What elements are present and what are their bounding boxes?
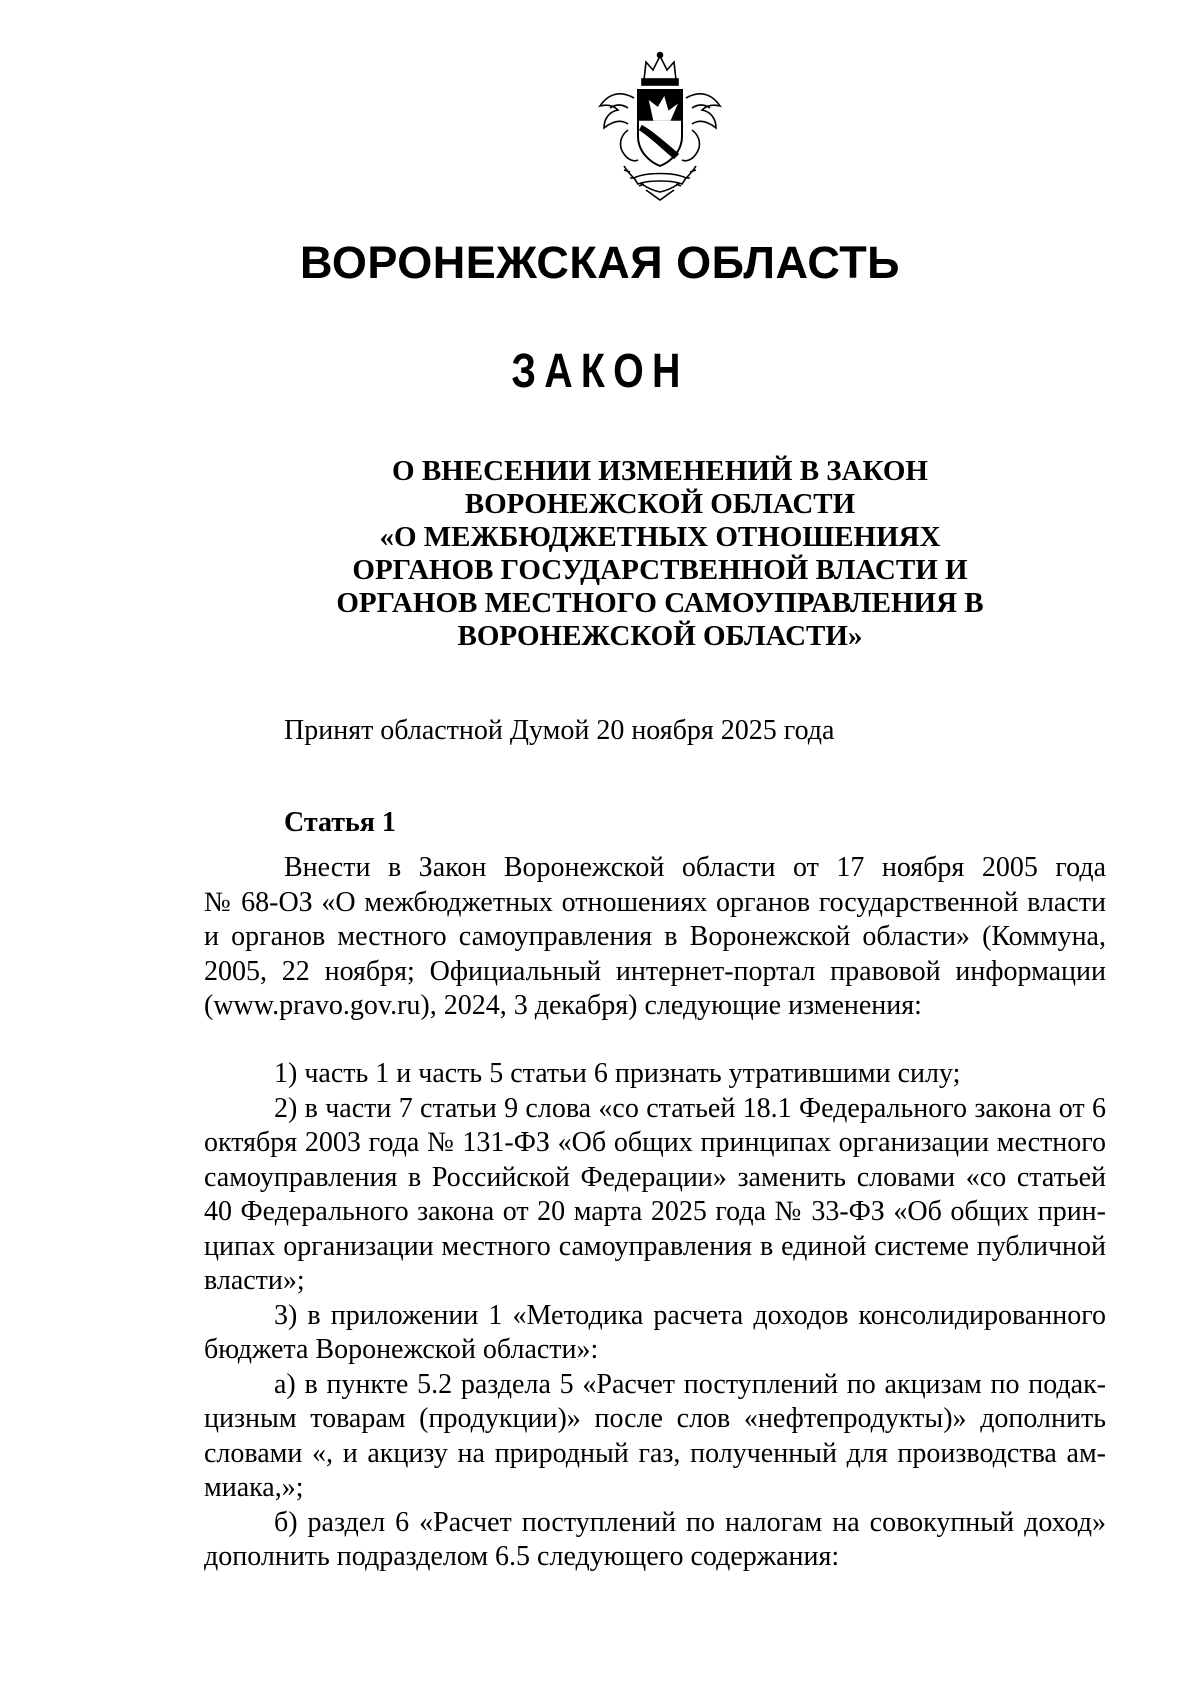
title-line: ВОРОНЕЖСКОЙ ОБЛАСТИ [464,488,856,520]
text-line: Внести в Закон Воронежской области от 17 ноября 2005 года [284,852,1106,883]
text-line: 1) часть 1 и часть 5 статьи 6 признать утратившими силу; [274,1058,961,1089]
text-line: (www.pravo.gov.ru), 2024, 3 декабря) следующие изменения: [204,990,922,1021]
text-line: октября 2003 года № 131-ФЗ «Об общих принципах организации местного [204,1127,1106,1158]
title-line: О ВНЕСЕНИИ ИЗМЕНЕНИЙ В ЗАКОН [392,455,928,487]
coat-of-arms-emblem [584,50,736,202]
text-line: № 68-ОЗ «О межбюджетных отношениях органов государственной власти [204,886,1106,918]
law-title [300,455,1020,653]
text-line: ципах организации местного самоуправления в единой системе публичной [204,1230,1106,1262]
item-3b [204,1506,1106,1575]
text-line: 2) в части 7 статьи 9 слова «со статьей 18.1 Федерального закона от 6 [274,1092,1106,1124]
text-line: бюджета Воронежской области»: [204,1334,599,1365]
text-line: власти»; [204,1265,305,1296]
region-name: ВОРОНЕЖСКАЯ ОБЛАСТЬ [299,237,901,288]
item-2 [204,1092,1106,1299]
item-1 [204,1057,1106,1092]
text-line: дополнить подразделом 6.5 следующего содержания: [204,1541,840,1572]
item-3a [204,1368,1106,1506]
text-line: 2005, 22 ноября; Официальный интернет-портал правовой информации [204,955,1106,987]
adoption-date: Принят областной Думой 20 ноября 2025 года [284,715,835,746]
title-line: ВОРОНЕЖСКОЙ ОБЛАСТИ» [457,620,863,652]
text-line: цизным товарам (продукции)» после слов «нефтепродукты)» дополнить [204,1403,1106,1434]
text-line: а) в пункте 5.2 раздела 5 «Расчет поступлений по акцизам по подак- [274,1368,1106,1400]
text-line: миака,»; [204,1472,304,1503]
text-line: б) раздел 6 «Расчет поступлений по налогам на совокупный доход» [274,1506,1106,1538]
title-line: «О МЕЖБЮДЖЕТНЫХ ОТНОШЕНИЯХ [379,521,941,553]
text-line: словами «, и акцизу на природный газ, полученный для производства ам- [204,1437,1106,1469]
title-line: ОРГАНОВ МЕСТНОГО САМОУПРАВЛЕНИЯ В [336,587,984,619]
article-items [204,1057,1106,1575]
title-line: ОРГАНОВ ГОСУДАРСТВЕННОЙ ВЛАСТИ И [352,554,968,586]
item-3 [204,1299,1106,1368]
text-line: 3) в приложении 1 «Методика расчета доходов консолидированного [274,1299,1106,1331]
article-heading: Статья 1 [284,807,396,838]
text-line: 40 Федерального закона от 20 марта 2025 года № 33-ФЗ «Об общих прин- [204,1196,1106,1227]
document-type: ЗАКОН [511,345,689,398]
text-line: самоуправления в Российской Федерации» заменить словами «со статьей [204,1161,1106,1193]
article-intro [204,851,1106,1024]
text-line: и органов местного самоуправления в Воронежской области» (Коммуна, [204,921,1106,952]
